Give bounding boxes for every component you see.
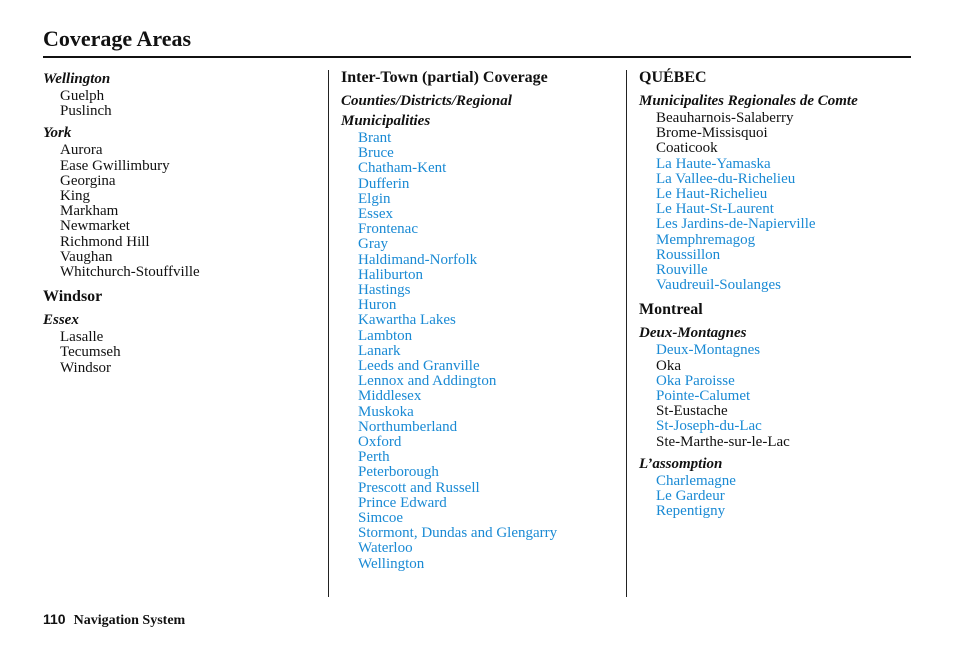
page-number: 110 <box>43 611 66 627</box>
place-link[interactable]: Prince Edward <box>358 494 447 511</box>
place-link[interactable]: Brant <box>358 130 392 146</box>
subheading-york: York <box>43 125 72 142</box>
list-counties <box>341 131 621 572</box>
place-name: Newmarket <box>60 218 130 235</box>
place-link[interactable]: Simcoe <box>358 510 403 527</box>
list-wellington <box>43 89 323 119</box>
place-link[interactable]: Lambton <box>358 327 413 344</box>
heading-montreal: Montreal <box>639 301 703 319</box>
place-link[interactable]: Pointe-Calumet <box>656 388 751 405</box>
place-link[interactable]: St-Joseph-du-Lac <box>656 418 762 435</box>
place-link[interactable]: Leeds and Granville <box>358 358 480 375</box>
place-link[interactable]: Perth <box>358 449 390 466</box>
place-name: Ste-Marthe-sur-le-Lac <box>656 433 790 450</box>
place-name: Puslinch <box>60 103 112 120</box>
heading-windsor: Windsor <box>43 288 103 306</box>
place-link[interactable]: La Vallee-du-Richelieu <box>656 170 796 187</box>
place-name: Georgina <box>60 172 116 189</box>
subheading-deux-montagnes: Deux-Montagnes <box>639 325 747 342</box>
page-footer <box>43 611 185 629</box>
list-deux-montagnes <box>639 343 939 449</box>
place-link[interactable]: Roussillon <box>656 246 721 263</box>
place-link[interactable]: Frontenac <box>358 221 418 238</box>
place-name: Guelph <box>60 88 105 104</box>
place-link[interactable]: Muskoka <box>358 403 414 420</box>
place-link[interactable]: La Haute-Yamaska <box>656 155 771 172</box>
list-quebec <box>639 111 939 293</box>
heading-quebec: QUÉBEC <box>639 69 707 86</box>
place-link[interactable]: Dufferin <box>358 175 410 192</box>
subheading-lassomption: L’assomption <box>639 455 723 472</box>
place-name: Lasalle <box>60 329 104 346</box>
place-link[interactable]: Les Jardins-de-Napierville <box>656 216 816 233</box>
place-link[interactable]: Le Haut-St-Laurent <box>656 201 774 218</box>
heading-inter-town: Inter-Town (partial) Coverage <box>341 69 548 86</box>
place-link[interactable]: Repentigny <box>656 503 726 520</box>
place-link[interactable]: Waterloo <box>358 540 413 557</box>
place-link[interactable]: Vaudreuil-Soulanges <box>656 277 781 294</box>
list-windsor <box>43 330 323 376</box>
place-link[interactable]: Kawartha Lakes <box>358 312 456 329</box>
place-link[interactable]: Oka Paroisse <box>656 372 735 389</box>
place-name: Oka <box>656 357 681 374</box>
column-divider-1 <box>328 70 329 597</box>
place-name: Brome-Missisquoi <box>656 125 768 142</box>
place-name: Richmond Hill <box>60 233 150 250</box>
place-link[interactable]: Wellington <box>358 555 425 572</box>
place-link[interactable]: Chatham-Kent <box>358 160 447 177</box>
subheading-counties-line1: Counties/Districts/Regional <box>341 93 512 109</box>
list-york <box>43 143 323 280</box>
place-link[interactable]: Haliburton <box>358 266 423 283</box>
column-1 <box>43 69 323 376</box>
place-link[interactable]: Middlesex <box>358 388 422 405</box>
place-link[interactable]: Huron <box>358 297 397 314</box>
place-link[interactable]: Stormont, Dundas and Glengarry <box>358 525 558 542</box>
place-link[interactable]: Lanark <box>358 342 401 359</box>
place-link[interactable]: Oxford <box>358 434 402 451</box>
page-title: Coverage Areas <box>43 26 192 51</box>
place-link[interactable]: Charlemagne <box>656 472 736 489</box>
place-link[interactable]: Bruce <box>358 145 394 162</box>
place-link[interactable]: Le Haut-Richelieu <box>656 186 768 203</box>
place-link[interactable]: Haldimand-Norfolk <box>358 251 478 268</box>
place-link[interactable]: Deux-Montagnes <box>656 342 761 359</box>
place-link[interactable]: Hastings <box>358 282 411 299</box>
place-link[interactable]: Rouville <box>656 262 708 279</box>
place-name: Aurora <box>60 142 103 159</box>
subheading-essex: Essex <box>43 312 79 329</box>
place-name: Coaticook <box>656 140 718 157</box>
place-name: Beauharnois-Salaberry <box>656 110 794 126</box>
place-link[interactable]: Elgin <box>358 190 391 207</box>
place-link[interactable]: Northumberland <box>358 418 458 435</box>
place-name: Windsor <box>60 359 112 376</box>
place-link[interactable]: Prescott and Russell <box>358 479 480 496</box>
place-link[interactable]: Lennox and Addington <box>358 373 497 390</box>
place-link[interactable]: Gray <box>358 236 388 253</box>
footer-label: Navigation System <box>73 613 186 628</box>
column-3 <box>639 69 939 519</box>
column-divider-2 <box>626 70 627 597</box>
place-link[interactable]: Peterborough <box>358 464 439 481</box>
place-link[interactable]: Essex <box>358 206 393 223</box>
place-name: Markham <box>60 203 119 220</box>
place-name: Tecumseh <box>60 344 121 361</box>
subheading-counties-line2: Municipalities <box>341 113 431 129</box>
column-2 <box>341 69 621 572</box>
title-divider <box>43 56 911 58</box>
subheading-mrc: Municipalites Regionales de Comte <box>639 93 858 109</box>
place-link[interactable]: Memphremagog <box>656 231 756 248</box>
place-name: King <box>60 188 90 205</box>
list-lassomption <box>639 474 939 520</box>
place-name: Ease Gwillimbury <box>60 157 170 174</box>
place-name: Whitchurch-Stouffville <box>60 264 200 281</box>
place-link[interactable]: Le Gardeur <box>656 488 725 505</box>
place-name: St-Eustache <box>656 403 728 420</box>
subheading-wellington: Wellington <box>43 71 111 87</box>
place-name: Vaughan <box>60 248 113 265</box>
